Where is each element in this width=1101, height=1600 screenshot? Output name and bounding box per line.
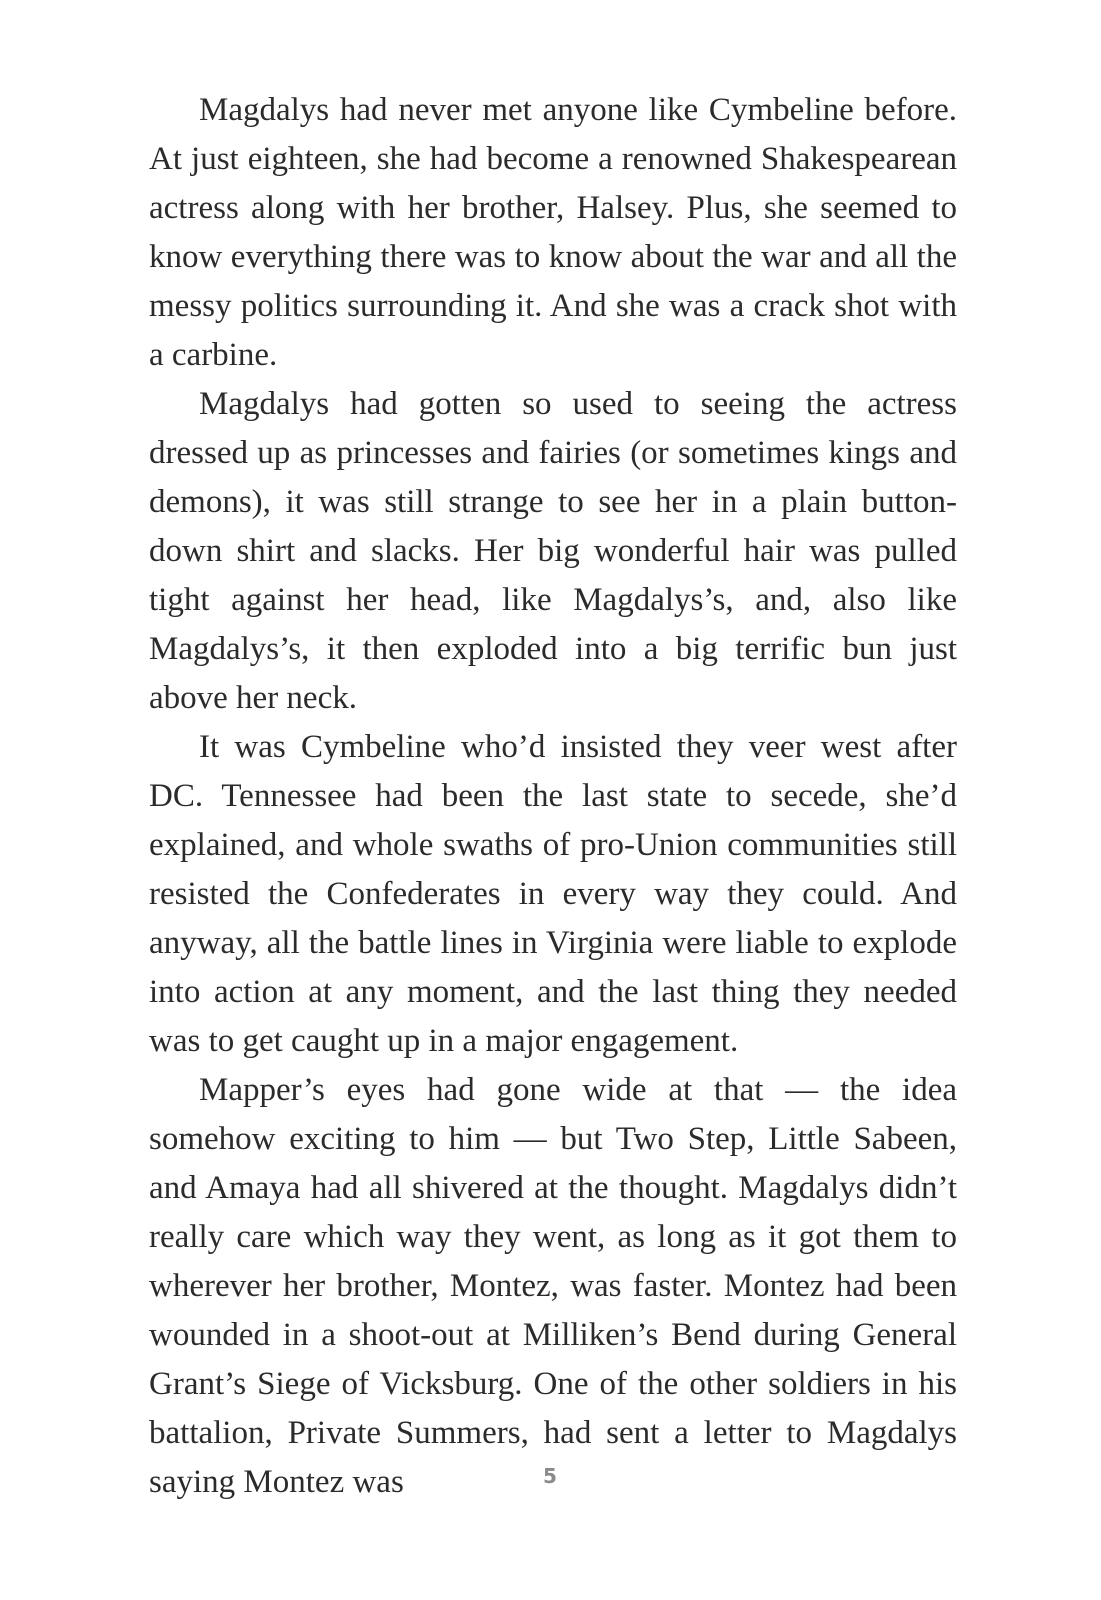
page-number: 5 (543, 1464, 558, 1488)
paragraph-3: It was Cymbeline who’d insisted they veer west after DC. Tennessee had been the last state to secede, she’d explained, and whole swaths of pro-Union communities still resisted the Confederates in every way they could. And anyway, all the battle lines in Virginia were liable to explode into action at any moment, and the last thing they needed was to get caught up in a major engagement. (149, 729, 957, 1059)
body-text (149, 86, 957, 1507)
paragraph-1: Magdalys had never met anyone like Cymbeline before. At just eighteen, she had become a renowned Shakespearean actress along with her brother, Halsey. Plus, she seemed to know everything there was to know about the war and all the messy politics surrounding it. And she was a crack shot with a carbine. (149, 92, 957, 373)
paragraph-2: Magdalys had gotten so used to seeing the actress dressed up as princesses and fairies (or sometimes kings and demons), it was still strange to see her in a plain button-down shirt and slacks. Her big wonderful hair was pulled tight against her head, like Magdalys’s, and, also like Magdalys’s, it then exploded into a big terrific bun just above her neck. (149, 386, 957, 716)
paragraph-4: Mapper’s eyes had gone wide at that — the idea somehow exciting to him — but Two Step, Little Sabeen, and Amaya had all shivered at the thought. Magdalys didn’t really care which way they went, as long as it got them to wherever her brother, Montez, was faster. Montez had been wounded in a shoot-out at Milliken’s Bend during General Grant’s Siege of Vicksburg. One of the other soldiers in his battalion, Private Summers, had sent a letter to Magdalys saying Montez was (149, 1072, 957, 1500)
